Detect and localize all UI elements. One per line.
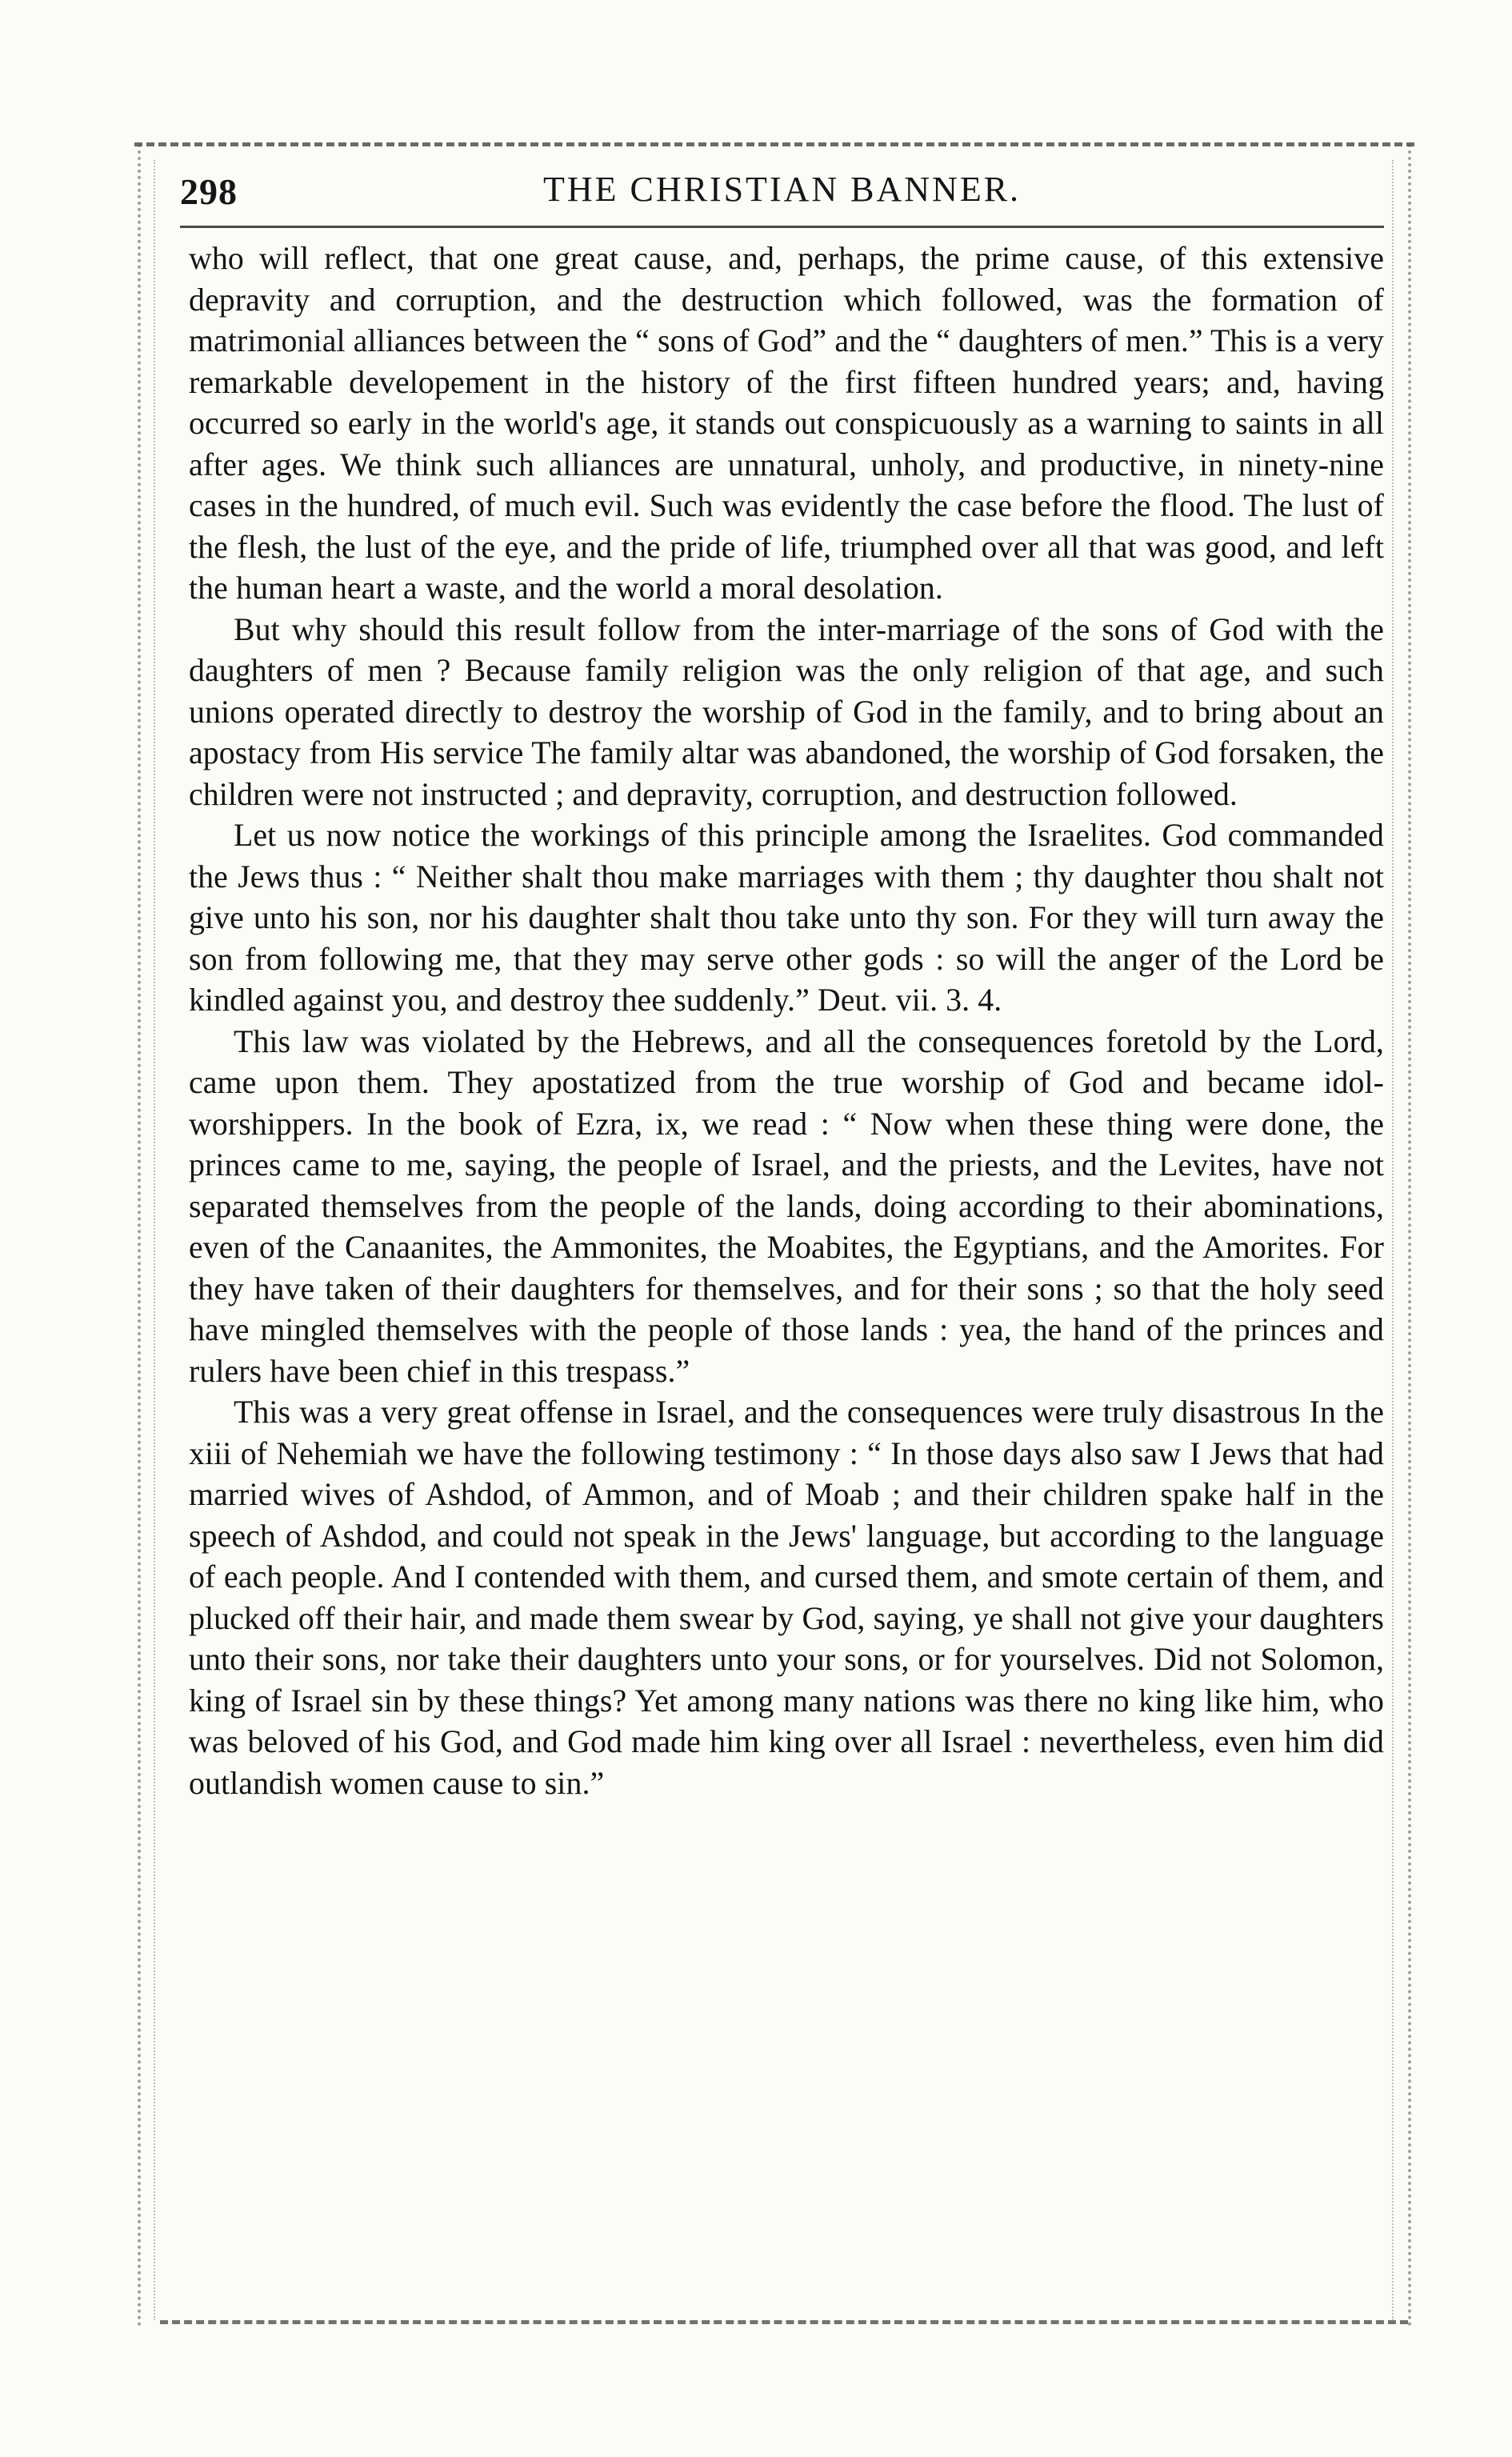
running-header [180, 164, 1384, 220]
page-number: 298 [180, 171, 238, 212]
paragraph-1: who will reflect, that one great cause, and, perhaps, the prime cause, of this extensive depravity and corruption, and the destruction which followed, was the formation of matrimonial alliances between the “ sons of God” and the “ daughters of men.” This is a very remarkable developement in the history of the first fifteen hundred years; and, having occurred so early in the world's age, it stands out conspicuously as a warning to saints in all after ages. We think such alliances are unnatural, unholy, and productive, in ninety-nine cases in the hundred, of much evil. Such was evidently the case before the flood. The lust of the flesh, the lust of the eye, and the pride of life, triumphed over all that was good, and left the human heart a waste, and the world a moral desolation. [189, 241, 1384, 606]
page-border-bottom [160, 2320, 1408, 2324]
page-border-top [134, 142, 1414, 146]
page-border-left-inner [154, 160, 155, 2320]
paragraph-4: This law was violated by the Hebrews, and all the consequences foretold by the Lord, came upon them. They apostatized from the true worship of God and became idol-worshippers. In the book of Ezra, ix, we read : “ Now when these thing were done, the princes came to me, saying, the people of Israel, and the priests, and the Levites, have not separated themselves from the people of the lands, doing according to their abominations, even of the Canaanites, the Ammonites, the Moabites, the Egyptians, and the Amorites. For they have taken of their daughters for themselves, and for their sons ; so that the holy seed have mingled themselves with the people of those lands : yea, the hand of the princes and rulers have been chief in this trespass.” [189, 1023, 1384, 1389]
paragraph-5: This was a very great offense in Israel, and the consequences were truly disastrous In the xiii of Nehemiah we have the following testimony : “ In those days also saw I Jews that had married wives of Ashdod, of Ammon, and of Moab ; and their children spake half in the speech of Ashdod, and could not speak in the Jews' language, but according to the language of each people. And I contended with them, and cursed them, and smote certain of them, and plucked off their hair, and made them swear by God, saying, ye shall not give your daughters unto their sons, nor take their daughters unto your sons, or for yourselves. Did not Solomon, king of Israel sin by these things? Yet among many nations was there no king like him, who was beloved of his God, and God made him king over all Israel : nevertheless, even him did outlandish women cause to sin.” [189, 1395, 1384, 1801]
paragraph-3: Let us now notice the workings of this principle among the Israelites. God commanded the Jews thus : “ Neither shalt thou make marriages with them ; thy daughter thou shalt not give unto his son, nor his daughter shalt thou take unto thy son. For they will turn away the son from following me, that they may serve other gods : so will the anger of the Lord be kindled against you, and destroy thee suddenly.” Deut. vii. 3. 4. [189, 818, 1384, 1018]
header-rule [180, 226, 1384, 228]
running-title: THE CHRISTIAN BANNER. [542, 170, 1022, 209]
page-border-right-inner [1392, 160, 1394, 2320]
body-text [189, 238, 1384, 1804]
paragraph-2: But why should this result follow from the inter-marriage of the sons of God with the daughters of men ? Because family religion was the only religion of that age, and such unions operated directly to destroy the worship of God in the family, and to bring about an apostacy from His service The family altar was abandoned, the worship of God forsaken, the children were not instructed ; and depravity, corruption, and destruction followed. [189, 611, 1384, 812]
page-border-right [1408, 144, 1411, 2328]
page-border-left [138, 144, 141, 2328]
